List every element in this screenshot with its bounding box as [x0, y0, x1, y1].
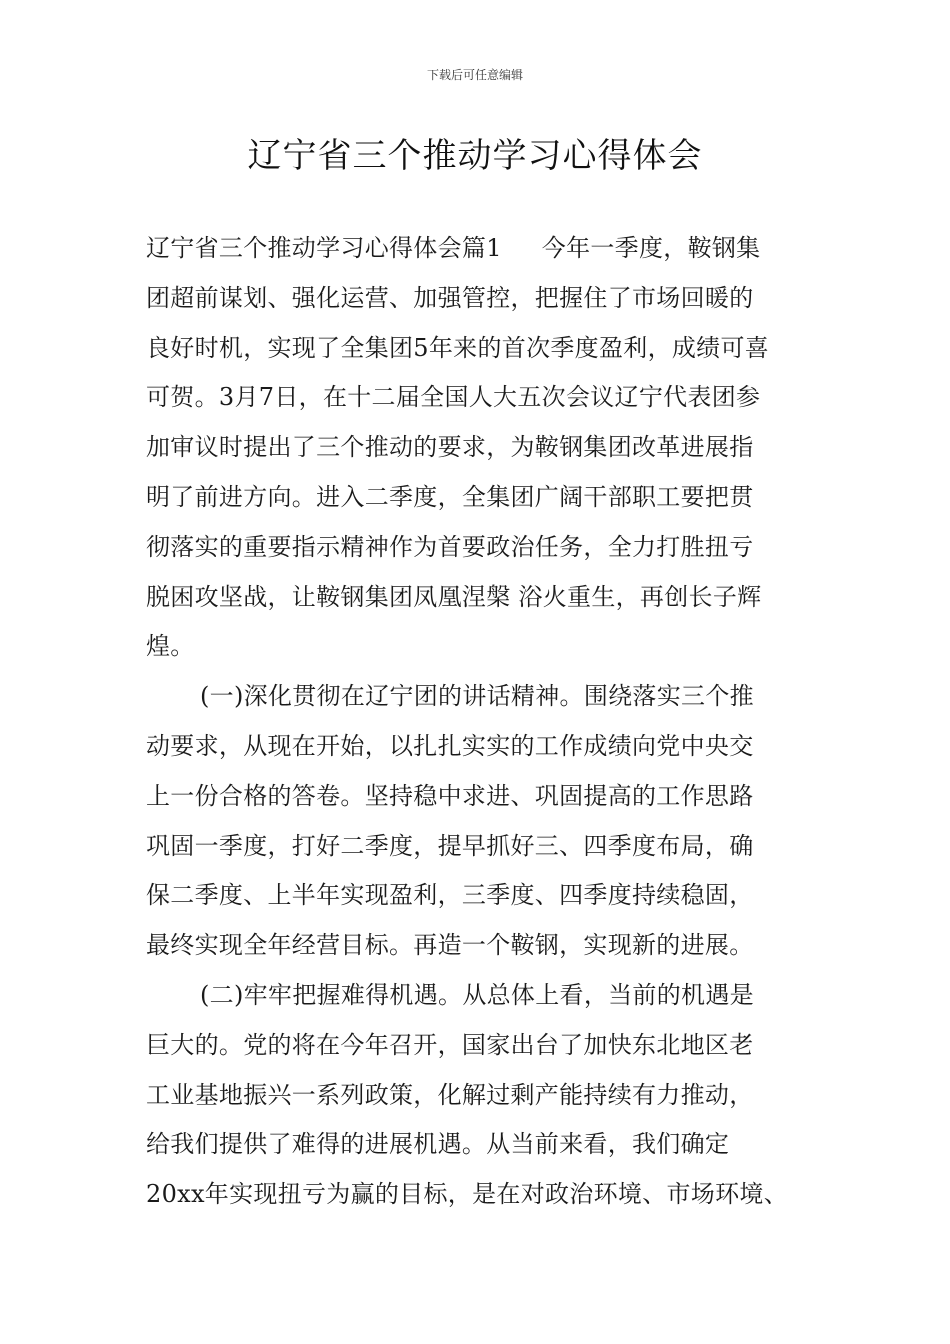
body-line: 20xx年实现扭亏为赢的目标，是在对政治环境、市场环境、: [146, 1180, 789, 1209]
section-heading: 辽宁省三个推动学习心得体会篇1: [146, 234, 502, 262]
body-line: 加审议时提出了三个推动的要求，为鞍钢集团改革进展指: [146, 433, 754, 462]
body-line: 煌。: [146, 632, 195, 661]
body-line: 明了前进方向。进入二季度，全集团广阔干部职工要把贯: [146, 482, 754, 511]
body-line: 巩固一季度，打好二季度，提早抓好三、四季度布局，确: [146, 831, 754, 860]
body-line: 工业基地振兴一系列政策，化解过剩产能持续有力推动，: [146, 1080, 754, 1109]
body-line: 给我们提供了难得的进展机遇。从当前来看，我们确定: [146, 1130, 730, 1159]
body-line: 脱困攻坚战，让鞍钢集团凤凰涅槃 浴火重生，再创长子辉: [146, 582, 762, 611]
body-line: 动要求，从现在开始，以扎扎实实的工作成绩向党中央交: [146, 731, 754, 760]
page-header-note: 下载后可任意编辑: [426, 68, 523, 82]
body-line: 保二季度、上半年实现盈利，三季度、四季度持续稳固，: [146, 881, 754, 910]
paragraph-first-line: (一)深化贯彻在辽宁团的讲话精神。围绕落实三个推: [200, 682, 754, 711]
paragraph-first-line: (二)牢牢把握难得机遇。从总体上看，当前的机遇是: [200, 980, 754, 1009]
body-line: [146, 224, 830, 274]
body-line: 可贺。3月7日，在十二届全国人大五次会议辽宁代表团参: [146, 383, 761, 412]
body-line: 上一份合格的答卷。坚持稳中求进、巩固提高的工作思路: [146, 781, 754, 810]
body-line: 巨大的。党的将在今年召开，国家出台了加快东北地区老: [146, 1030, 754, 1059]
body-line: 良好时机，实现了全集团5年来的首次季度盈利，成绩可喜: [146, 333, 770, 362]
body-text-segment: 今年一季度，鞍钢集: [541, 234, 761, 262]
body-line: 团超前谋划、强化运营、加强管控，把握住了市场回暖的: [146, 283, 754, 312]
document-body: [146, 224, 830, 1220]
body-line: 彻落实的重要指示精神作为首要政治任务，全力打胜扭亏: [146, 532, 754, 561]
document-title: 辽宁省三个推动学习心得体会: [247, 136, 703, 176]
body-line: 最终实现全年经营目标。再造一个鞍钢，实现新的进展。: [146, 931, 754, 960]
